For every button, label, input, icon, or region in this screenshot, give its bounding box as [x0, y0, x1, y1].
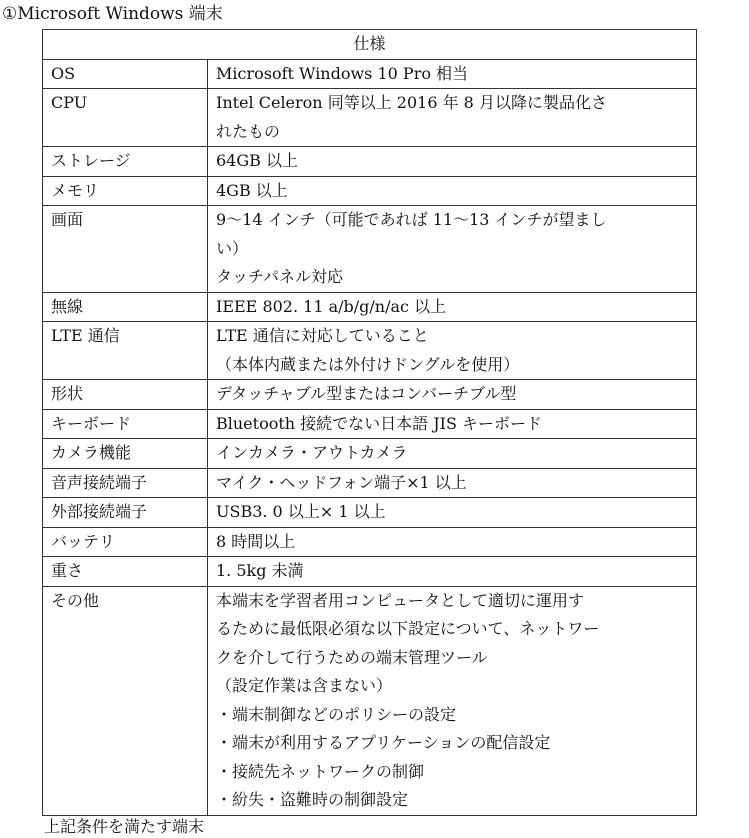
- spec-value-line: （設定作業は含まない）: [216, 676, 393, 695]
- spec-value: [208, 498, 697, 528]
- spec-value-line: るために最低限必須な以下設定について、ネットワー: [216, 619, 600, 638]
- spec-label: カメラ機能: [43, 439, 208, 469]
- spec-value: [208, 468, 697, 498]
- spec-row: [43, 468, 697, 498]
- spec-row: [43, 380, 697, 410]
- spec-label: CPU: [43, 89, 208, 147]
- spec-value-line: ・端末が利用するアプリケーションの配信設定: [216, 733, 551, 752]
- spec-value: [208, 380, 697, 410]
- spec-label: LTE 通信: [43, 322, 208, 380]
- spec-label: 形状: [43, 380, 208, 410]
- spec-value-line: タッチパネル対応: [216, 267, 344, 286]
- spec-value-line: 1. 5kg 未満: [216, 561, 304, 580]
- spec-value-line: Intel Celeron 同等以上 2016 年 8 月以降に製品化さ: [216, 93, 607, 112]
- footer-note: 上記条件を満たす端末: [44, 817, 205, 836]
- spec-value-line: 64GB 以上: [216, 151, 298, 170]
- spec-value: [208, 176, 697, 206]
- spec-label: 外部接続端子: [43, 498, 208, 528]
- spec-row: [43, 59, 697, 89]
- spec-row: [43, 176, 697, 206]
- spec-row: [43, 557, 697, 587]
- spec-row: [43, 322, 697, 380]
- spec-header: 仕様: [43, 30, 697, 60]
- spec-label: 重さ: [43, 557, 208, 587]
- spec-row: [43, 586, 697, 815]
- spec-value-line: デタッチャブル型またはコンバーチブル型: [216, 384, 517, 403]
- spec-row: [43, 439, 697, 469]
- spec-value-line: IEEE 802. 11 a/b/g/n/ac 以上: [216, 296, 447, 316]
- spec-header-row: [43, 30, 697, 60]
- spec-label: キーボード: [43, 409, 208, 439]
- spec-value-line: ・接続先ネットワークの制御: [216, 761, 425, 781]
- spec-label: 無線: [43, 292, 208, 322]
- spec-value-line: 9～14 インチ（可能であれば 11～13 インチが望まし: [216, 210, 607, 229]
- spec-value: [208, 439, 697, 469]
- spec-body: [43, 59, 697, 815]
- spec-value-line: ・紛失・盗難時の制御設定: [216, 790, 409, 809]
- spec-label: OS: [43, 59, 208, 89]
- spec-value: [208, 89, 697, 147]
- spec-label: その他: [43, 586, 208, 815]
- spec-value: [208, 557, 697, 587]
- spec-row: [43, 292, 697, 322]
- spec-value-line: ・端末制御などのポリシーの設定: [216, 704, 457, 724]
- spec-value: [208, 527, 697, 557]
- spec-value-line: LTE 通信に対応していること: [216, 326, 429, 345]
- spec-value-line: 本端末を学習者用コンピュータとして適切に運用す: [216, 590, 585, 610]
- spec-value: [208, 586, 697, 815]
- spec-label: 画面: [43, 206, 208, 293]
- spec-value-line: （本体内蔵または外付けドングルを使用）: [216, 354, 520, 374]
- spec-row: [43, 409, 697, 439]
- spec-value: [208, 59, 697, 89]
- spec-value: [208, 147, 697, 177]
- spec-label: 音声接続端子: [43, 468, 208, 498]
- spec-row: [43, 498, 697, 528]
- spec-value-line: USB3. 0 以上× 1 以上: [216, 502, 386, 521]
- spec-label: メモリ: [43, 176, 208, 206]
- spec-row: [43, 206, 697, 293]
- spec-value-line: Bluetooth 接続でない日本語 JIS キーボード: [216, 413, 543, 433]
- spec-label: ストレージ: [43, 147, 208, 177]
- spec-value-line: い）: [216, 238, 249, 258]
- spec-value: [208, 322, 697, 380]
- spec-value: [208, 206, 697, 293]
- spec-value: [208, 409, 697, 439]
- spec-label: バッテリ: [43, 527, 208, 557]
- spec-value-line: れたもの: [216, 121, 281, 141]
- spec-value-line: インカメラ・アウトカメラ: [216, 443, 408, 462]
- spec-row: [43, 527, 697, 557]
- spec-table: [42, 29, 697, 816]
- spec-value: [208, 292, 697, 322]
- spec-row: [43, 147, 697, 177]
- spec-value-line: 4GB 以上: [216, 180, 288, 200]
- spec-value-line: クを介して行うための端末管理ツール: [216, 647, 488, 667]
- section-heading: ①Microsoft Windows 端末: [2, 4, 223, 24]
- spec-value-line: 8 時間以上: [216, 531, 296, 551]
- spec-row: [43, 89, 697, 147]
- spec-value-line: マイク・ヘッドフォン端子×1 以上: [216, 472, 467, 492]
- spec-value-line: Microsoft Windows 10 Pro 相当: [216, 63, 469, 83]
